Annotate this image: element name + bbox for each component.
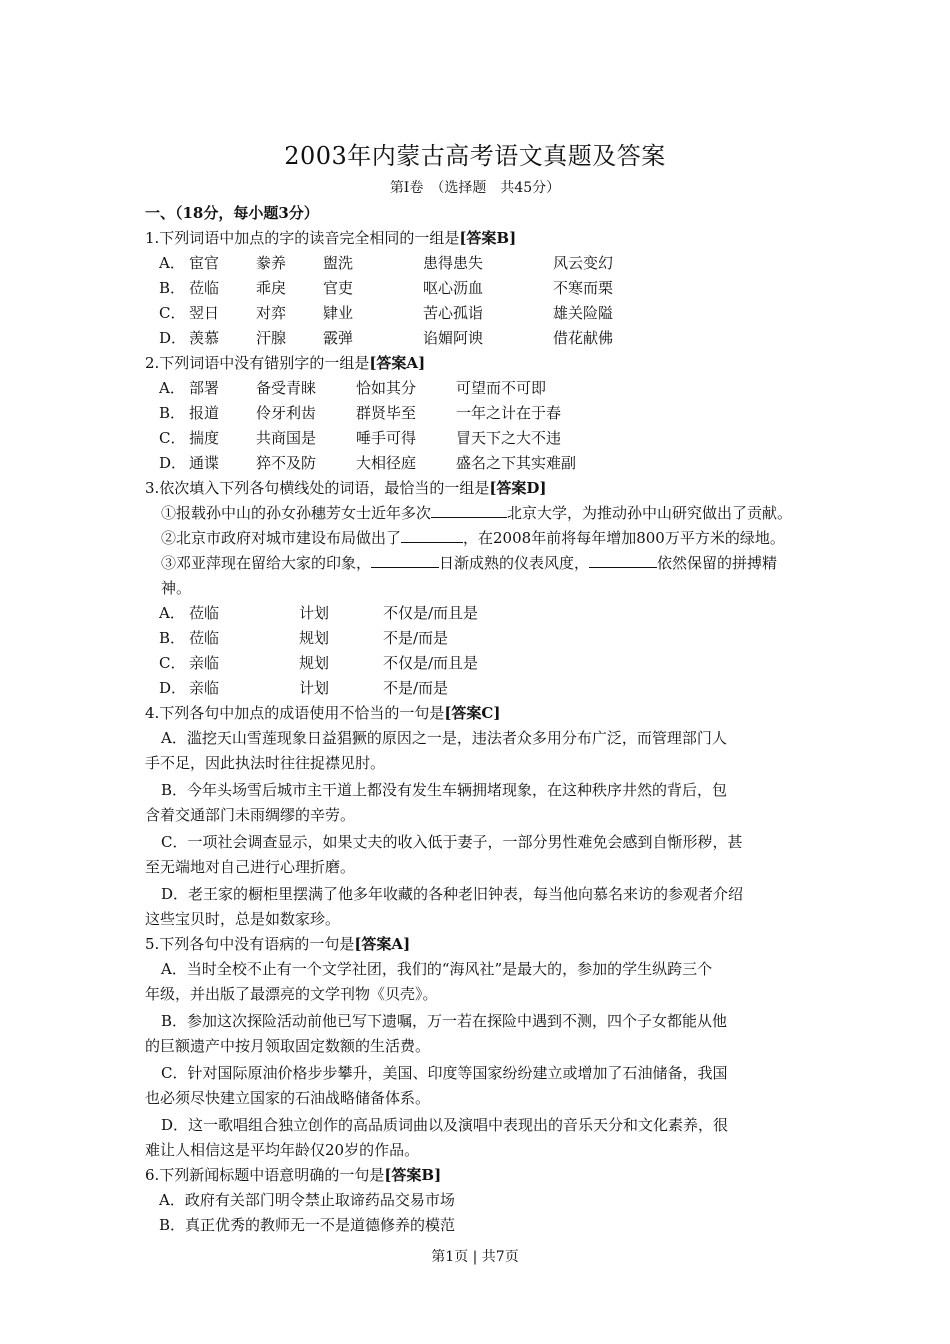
sentence-text: 依然保留的拼搏精 bbox=[657, 554, 778, 572]
option-word: 翌日 bbox=[189, 304, 220, 322]
option-row bbox=[145, 251, 857, 276]
option-b-line: B．今年头场雪后城市主干道上都没有发生车辆拥堵现象，在这种秩序井然的背后，包 bbox=[161, 781, 728, 799]
option-word: 借花献佛 bbox=[553, 329, 614, 347]
option-b-line: B．真正优秀的教师无一不是道德修养的模范 bbox=[159, 1216, 456, 1234]
sentence-text: ②北京市政府对城市建设布局做出了 bbox=[161, 529, 402, 547]
option-word: 大相径庭 bbox=[356, 454, 417, 472]
option-word: 豢养 bbox=[256, 254, 287, 272]
option-word: 通谍 bbox=[189, 454, 220, 472]
option-d-continued: 这些宝贝时，总是如数家珍。 bbox=[145, 910, 341, 928]
option-word: 风云变幻 bbox=[553, 254, 614, 272]
option-row bbox=[145, 326, 857, 351]
sentence-1 bbox=[145, 501, 857, 526]
question-5-stem bbox=[145, 932, 857, 957]
option-c-line: C．针对国际原油价格步步攀升，美国、印度等国家纷纷建立或增加了石油储备，我国 bbox=[161, 1064, 728, 1082]
question-stem-text: 5.下列各句中没有语病的一句是 bbox=[145, 935, 355, 953]
option-word: 莅临 bbox=[189, 629, 220, 647]
option-a-line: A．滥挖天山雪莲现象日益猖獗的原因之一是，违法者众多用分布广泛，而管理部门人 bbox=[161, 729, 727, 747]
option-word: 霰弹 bbox=[323, 329, 354, 347]
option-letter: A． bbox=[159, 254, 185, 272]
option-row bbox=[145, 276, 857, 301]
option-row bbox=[145, 451, 857, 476]
option-row bbox=[145, 301, 857, 326]
option-word: 部署 bbox=[189, 379, 220, 397]
option-word: 盥洗 bbox=[323, 254, 354, 272]
question-stem-text: 2.下列词语中没有错别字的一组是 bbox=[145, 354, 370, 372]
question-2-options bbox=[145, 376, 857, 476]
option-word: 计划 bbox=[299, 679, 330, 697]
option-b-continued: 含着交通部门未雨绸缪的辛劳。 bbox=[145, 806, 356, 824]
option-word: 共商国是 bbox=[256, 429, 317, 447]
sentence-text: 日渐成熟的仪表风度， bbox=[439, 554, 590, 572]
option-word: 伶牙利齿 bbox=[256, 404, 317, 422]
option-word: 宦官 bbox=[189, 254, 220, 272]
option-word: 莅临 bbox=[189, 604, 220, 622]
option-word: 谄媚阿谀 bbox=[423, 329, 484, 347]
question-1-stem bbox=[145, 226, 857, 251]
option-word: 对弈 bbox=[256, 304, 287, 322]
option-word: 不仅是/而且是 bbox=[383, 654, 479, 672]
option-row bbox=[145, 376, 857, 401]
option-word: 可望而不可即 bbox=[456, 379, 547, 397]
answer-label: [答案D] bbox=[489, 479, 547, 497]
option-word: 唾手可得 bbox=[356, 429, 417, 447]
sentence-text: ，在2008年前将每年增加800万平方米的绿地。 bbox=[463, 529, 785, 547]
option-word: 肄业 bbox=[323, 304, 354, 322]
section-heading: 一、（18分，每小题3分） bbox=[145, 204, 319, 222]
option-letter: B． bbox=[159, 629, 186, 647]
answer-label: [答案A] bbox=[369, 354, 426, 372]
option-word: 规划 bbox=[299, 629, 330, 647]
option-a-line: A．政府有关部门明令禁止取谛药品交易市场 bbox=[159, 1191, 455, 1209]
option-word: 乖戾 bbox=[256, 279, 287, 297]
option-c-continued: 也必须尽快建立国家的石油战略储备体系。 bbox=[145, 1089, 431, 1107]
option-row bbox=[145, 676, 857, 701]
option-letter: A． bbox=[159, 379, 185, 397]
option-word: 恰如其分 bbox=[356, 379, 417, 397]
answer-label: [答案B] bbox=[384, 1166, 442, 1184]
option-word: 不是/而是 bbox=[383, 679, 449, 697]
option-row bbox=[145, 626, 857, 651]
option-word: 冒天下之大不违 bbox=[456, 429, 562, 447]
option-row bbox=[145, 601, 857, 626]
option-word: 揣度 bbox=[189, 429, 220, 447]
option-c-continued: 至无端地对自己进行心理折磨。 bbox=[145, 858, 356, 876]
sentence-text: ③邓亚萍现在留给大家的印象， bbox=[161, 554, 372, 572]
option-word: 亲临 bbox=[189, 679, 220, 697]
question-stem-text: 1.下列词语中加点的字的读音完全相同的一组是 bbox=[145, 229, 460, 247]
option-letter: D． bbox=[159, 454, 187, 472]
option-a-continued: 手不足，因此执法时往往捉襟见肘。 bbox=[145, 754, 386, 772]
sentence-3 bbox=[145, 551, 857, 576]
option-letter: D． bbox=[159, 329, 187, 347]
option-letter: B． bbox=[159, 404, 186, 422]
option-word: 规划 bbox=[299, 654, 330, 672]
option-word: 苦心孤诣 bbox=[423, 304, 484, 322]
option-letter: C． bbox=[159, 304, 186, 322]
option-word: 计划 bbox=[299, 604, 330, 622]
fill-blank bbox=[431, 501, 507, 518]
option-row bbox=[145, 426, 857, 451]
option-letter: D． bbox=[159, 679, 187, 697]
document-body bbox=[145, 201, 857, 1238]
option-word: 羡慕 bbox=[189, 329, 220, 347]
sentence-2 bbox=[145, 526, 857, 551]
option-word: 亲临 bbox=[189, 654, 220, 672]
fill-blank bbox=[371, 551, 439, 568]
question-stem-text: 4.下列各句中加点的成语使用不恰当的一句是 bbox=[145, 704, 445, 722]
sentence-text: ①报载孙中山的孙女孙穗芳女士近年多次 bbox=[161, 504, 432, 522]
sentence-3-continued: 神。 bbox=[161, 579, 192, 597]
fill-blank bbox=[589, 551, 657, 568]
option-letter: A． bbox=[159, 604, 185, 622]
option-d-continued: 难让人相信这是平均年龄仅20岁的作品。 bbox=[145, 1141, 420, 1159]
fill-blank bbox=[401, 526, 463, 543]
option-letter: C． bbox=[159, 654, 186, 672]
option-c-line: C．一项社会调查显示，如果丈夫的收入低于妻子，一部分男性难免会感到自惭形秽，甚 bbox=[161, 833, 743, 851]
option-row bbox=[145, 401, 857, 426]
option-a-continued: 年级，并出版了最漂亮的文学刊物《贝壳》。 bbox=[145, 985, 438, 1003]
option-word: 报道 bbox=[189, 404, 220, 422]
page-subtitle: 第Ⅰ卷 （选择题 共45分） bbox=[389, 180, 561, 196]
option-word: 不是/而是 bbox=[383, 629, 449, 647]
option-b-continued: 的巨额遗产中按月领取固定数额的生活费。 bbox=[145, 1037, 431, 1055]
option-letter: C． bbox=[159, 429, 186, 447]
option-word: 备受青睐 bbox=[256, 379, 317, 397]
answer-label: [答案A] bbox=[354, 935, 411, 953]
option-word: 汗腺 bbox=[256, 329, 287, 347]
option-a-line: A．当时全校不止有一个文学社团，我们的“海风社”是最大的，参加的学生纵跨三个 bbox=[161, 960, 713, 978]
answer-label: [答案C] bbox=[444, 704, 501, 722]
option-word: 盛名之下其实难副 bbox=[456, 454, 577, 472]
option-word: 患得患失 bbox=[423, 254, 484, 272]
option-b-line: B．参加这次探险活动前他已写下遗嘱，万一若在探险中遇到不测，四个子女都能从他 bbox=[161, 1012, 728, 1030]
question-stem-text: 6.下列新闻标题中语意明确的一句是 bbox=[145, 1166, 385, 1184]
question-4-stem bbox=[145, 701, 857, 726]
option-d-line: D．这一歌唱组合独立创作的高品质词曲以及演唱中表现出的音乐天分和文化素养，很 bbox=[161, 1116, 729, 1134]
option-word: 不寒而栗 bbox=[553, 279, 614, 297]
option-word: 官吏 bbox=[323, 279, 354, 297]
page-footer: 第1页 | 共7页 bbox=[431, 1249, 519, 1265]
page-title: 2003年内蒙古高考语文真题及答案 bbox=[284, 142, 666, 170]
option-word: 群贤毕至 bbox=[356, 404, 417, 422]
option-word: 一年之计在于春 bbox=[456, 404, 562, 422]
question-6-stem bbox=[145, 1163, 857, 1188]
option-word: 猝不及防 bbox=[256, 454, 317, 472]
option-word: 呕心沥血 bbox=[423, 279, 484, 297]
option-word: 不仅是/而且是 bbox=[383, 604, 479, 622]
option-row bbox=[145, 651, 857, 676]
question-stem-text: 3.依次填入下列各句横线处的词语，最恰当的一组是 bbox=[145, 479, 490, 497]
option-word: 雄关险隘 bbox=[553, 304, 614, 322]
option-d-line: D．老王家的橱柜里摆满了他多年收藏的各种老旧钟表，每当他向慕名来访的参观者介绍 bbox=[161, 885, 744, 903]
question-3-stem bbox=[145, 476, 857, 501]
sentence-text: 北京大学，为推动孙中山研究做出了贡献。 bbox=[507, 504, 793, 522]
answer-label: [答案B] bbox=[459, 229, 517, 247]
question-3-options bbox=[145, 601, 857, 701]
option-word: 莅临 bbox=[189, 279, 220, 297]
question-2-stem bbox=[145, 351, 857, 376]
option-letter: B． bbox=[159, 279, 186, 297]
question-1-options bbox=[145, 251, 857, 351]
